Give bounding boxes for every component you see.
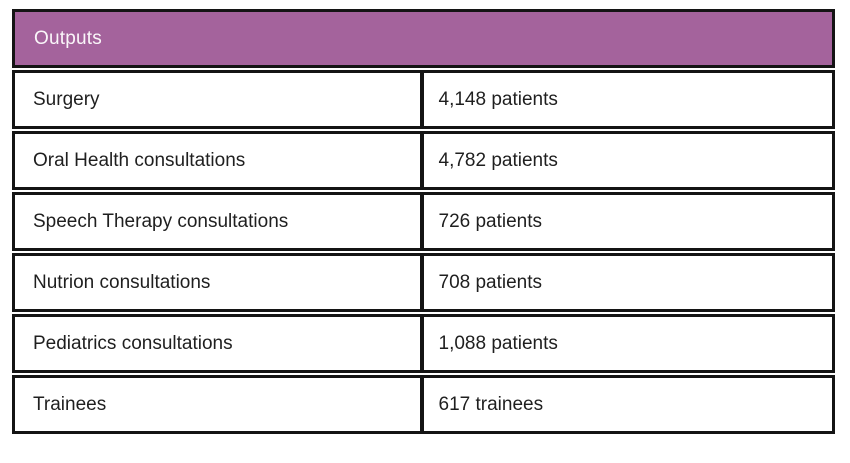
- row-value: 4,782 patients: [438, 149, 558, 171]
- row-label-cell: [15, 195, 424, 248]
- row-value-cell: [424, 195, 833, 248]
- table-row: [12, 375, 835, 434]
- row-value-cell: [424, 317, 833, 370]
- table-body: [12, 70, 835, 434]
- table-row: [12, 253, 835, 312]
- table-header-label: Outputs: [34, 27, 102, 49]
- row-label-cell: [15, 256, 424, 309]
- row-label: Trainees: [33, 393, 107, 415]
- row-label-cell: [15, 73, 424, 126]
- row-value: 1,088 patients: [438, 332, 558, 354]
- row-value: 726 patients: [438, 210, 543, 232]
- row-label: Surgery: [33, 88, 100, 110]
- row-label: Nutrion consultations: [33, 271, 211, 293]
- row-label: Speech Therapy consultations: [33, 210, 289, 232]
- row-value-cell: [424, 256, 833, 309]
- row-value-cell: [424, 73, 833, 126]
- row-value: 4,148 patients: [438, 88, 558, 110]
- row-value-cell: [424, 378, 833, 431]
- outputs-table: [12, 9, 835, 436]
- row-value: 617 trainees: [438, 393, 544, 415]
- row-value: 708 patients: [438, 271, 543, 293]
- table-row: [12, 70, 835, 129]
- table-header-row: [12, 9, 835, 68]
- table-row: [12, 314, 835, 373]
- row-label-cell: [15, 134, 424, 187]
- row-label: Oral Health consultations: [33, 149, 246, 171]
- row-label-cell: [15, 317, 424, 370]
- table-row: [12, 192, 835, 251]
- row-label: Pediatrics consultations: [33, 332, 233, 354]
- row-label-cell: [15, 378, 424, 431]
- table-row: [12, 131, 835, 190]
- row-value-cell: [424, 134, 833, 187]
